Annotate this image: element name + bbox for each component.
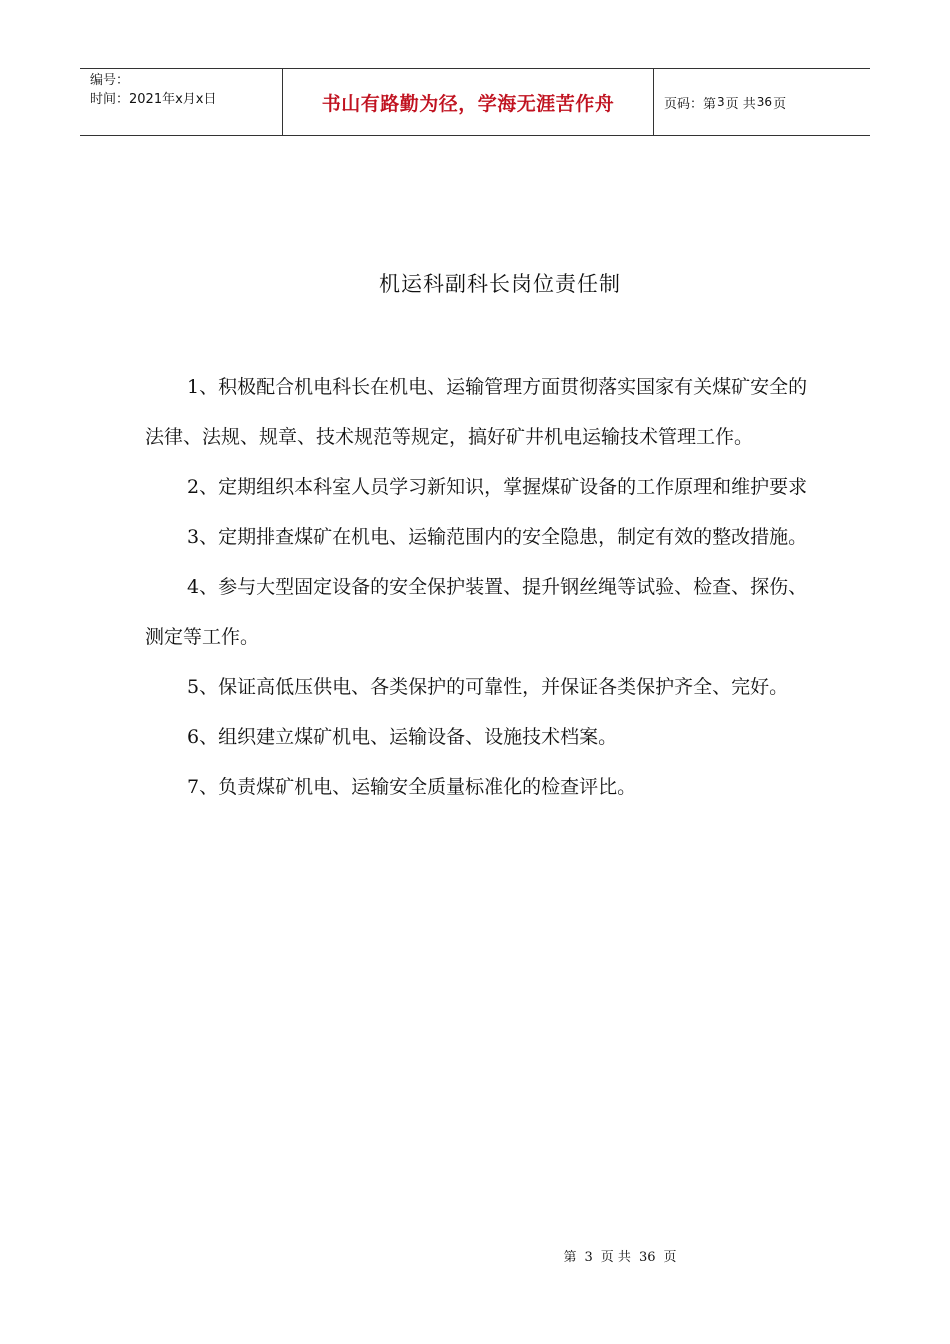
paragraph: 6、组织建立煤矿机电、运输设备、设施技术档案。	[187, 726, 618, 748]
page-mid: 页 共	[725, 96, 756, 112]
page-total: 36	[756, 95, 773, 109]
document-number-label: 编号：	[90, 73, 130, 88]
footer-total: 36	[638, 1250, 656, 1265]
document-title: 机运科副科长岗位责任制	[379, 272, 621, 296]
page-footer	[0, 1246, 950, 1265]
time-value: 2021年x月x日	[129, 92, 217, 107]
paragraph: 7、负责煤矿机电、运输安全质量标准化的检查评比。	[187, 776, 637, 798]
page-suffix: 页	[773, 96, 787, 112]
page-current: 3	[717, 95, 725, 109]
header-motto-cell	[282, 69, 654, 135]
paragraph: 3、定期排查煤矿在机电、运输范围内的安全隐患，制定有效的整改措施。	[187, 526, 808, 548]
document-body	[145, 362, 825, 812]
paragraph: 1、积极配合机电科长在机电、运输管理方面贯彻落实国家有关煤矿安全的法律、法规、规章、技术规范等规定，搞好矿井机电运输技术管理工作。	[145, 376, 808, 448]
paragraph: 4、参与大型固定设备的安全保护装置、提升钢丝绳等试验、检查、探伤、测定等工作。	[145, 576, 808, 648]
footer-prefix: 第	[563, 1250, 577, 1265]
page-header	[80, 68, 870, 136]
footer-mid: 页 共	[600, 1250, 631, 1265]
page-label: 页码：第	[664, 96, 717, 112]
header-page-info	[654, 69, 870, 135]
paragraph: 5、保证高低压供电、各类保护的可靠性，并保证各类保护齐全、完好。	[187, 676, 789, 698]
motto-text: 书山有路勤为径，学海无涯苦作舟	[321, 92, 615, 115]
time-label: 时间：	[90, 92, 130, 107]
footer-suffix: 页	[663, 1250, 677, 1265]
document-time	[90, 90, 282, 109]
paragraph: 2、定期组织本科室人员学习新知识，掌握煤矿设备的工作原理和维护要求	[187, 476, 808, 498]
footer-current: 3	[584, 1250, 593, 1265]
header-meta	[80, 69, 282, 135]
